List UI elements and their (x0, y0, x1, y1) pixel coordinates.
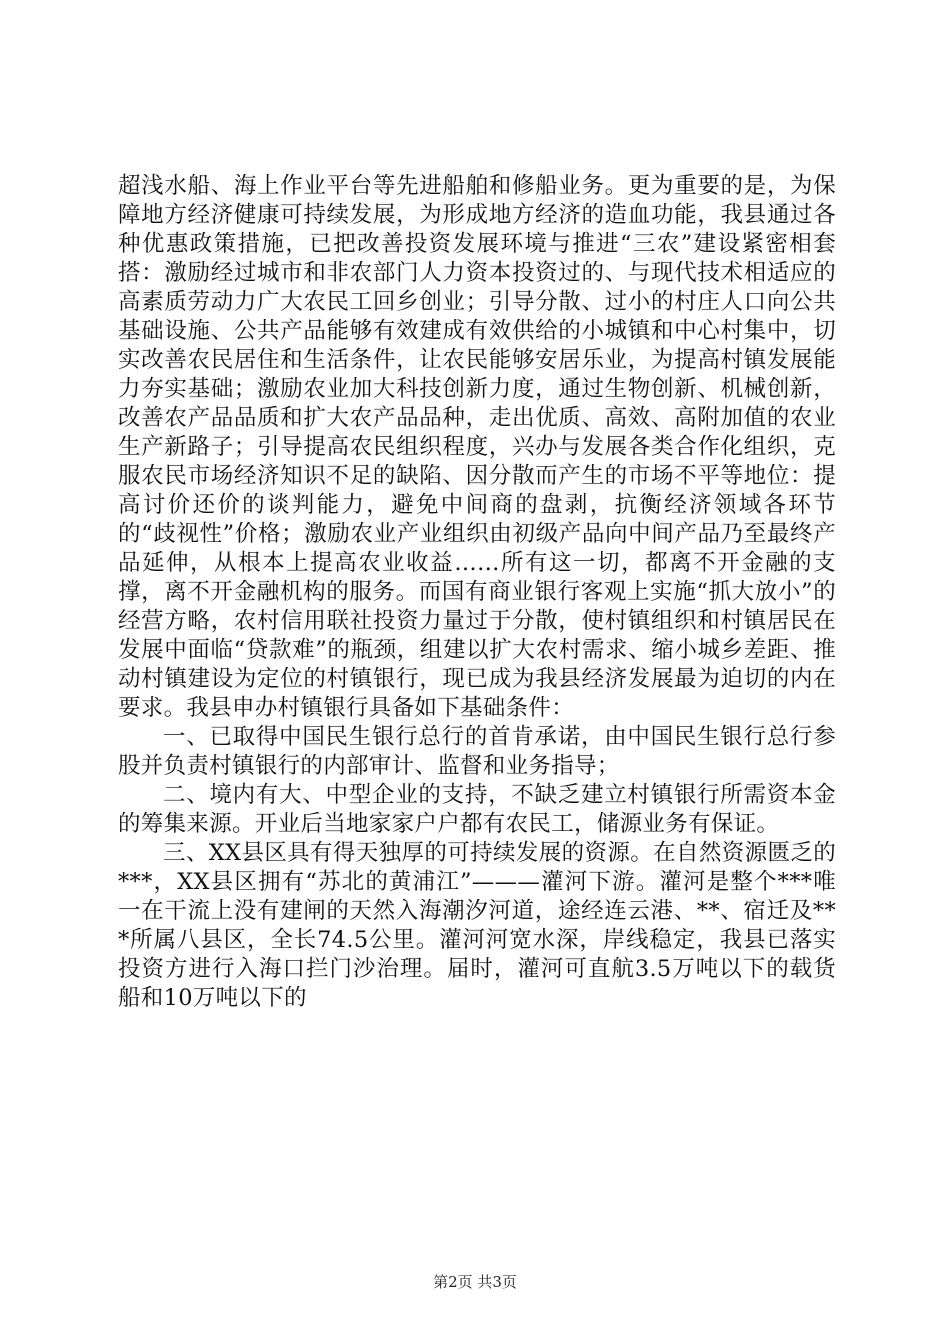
page-number-footer: 第2页 共3页 (433, 1273, 517, 1291)
paragraph-condition-three: 三、XX县区具有得天独厚的可持续发展的资源。在自然资源匮乏的***，XX县区拥有“苏北的黄浦江”———灌河下游。灌河是整个***唯一在干流上没有建闸的天然入海潮汐河道，途经连云港、**、宿迁及***所属八县区，全长74.5公里。灌河河宽水深，岸线稳定，我县已落实投资方进行入海口拦门沙治理。届时，灌河可直航3.5万吨以下的载货船和10万吨以下的 (118, 840, 836, 1011)
paragraph-condition-one: 一、已取得中国民生银行总行的首肯承诺，由中国民生银行总行参股并负责村镇银行的内部审计、监督和业务指导； (118, 724, 836, 779)
paragraph-continuation: 超浅水船、海上作业平台等先进船舶和修船业务。更为重要的是，为保障地方经济健康可持续发展，为形成地方经济的造血功能，我县通过各种优惠政策措施，已把改善投资发展环境与推进“三农”建设紧密相套搭：激励经过城市和非农部门人力资本投资过的、与现代技术相适应的高素质劳动力广大农民工回乡创业；引导分散、过小的村庄人口向公共基础设施、公共产品能够有效建成有效供给的小城镇和中心村集中，切实改善农民居住和生活条件，让农民能够安居乐业，为提高村镇发展能力夯实基础；激励农业加大科技创新力度，通过生物创新、机械创新，改善农产品品质和扩大农产品品种，走出优质、高效、高附加值的农业生产新路子；引导提高农民组织程度，兴办与发展各类合作化组织，克服农民市场经济知识不足的缺陷、因分散而产生的市场不平等地位：提高讨价还价的谈判能力，避免中间商的盘剥，抗衡经济领域各环节的“歧视性”价格；激励农业产业组织由初级产品向中间产品乃至最终产品延伸，从根本上提高农业收益……所有这一切，都离不开金融的支撑，离不开金融机构的服务。而国有商业银行客观上实施“抓大放小”的经营方略，农村信用联社投资力量过于分散，使村镇组织和村镇居民在发展中面临“贷款难”的瓶颈，组建以扩大农村需求、缩小城乡差距、推动村镇建设为定位的村镇银行，现已成为我县经济发展最为迫切的内在要求。我县申办村镇银行具备如下基础条件： (118, 173, 836, 721)
paragraph-condition-two: 二、境内有大、中型企业的支持，不缺乏建立村镇银行所需资本金的筹集来源。开业后当地家家户户都有农民工，储源业务有保证。 (118, 782, 836, 837)
document-body (118, 172, 836, 1013)
